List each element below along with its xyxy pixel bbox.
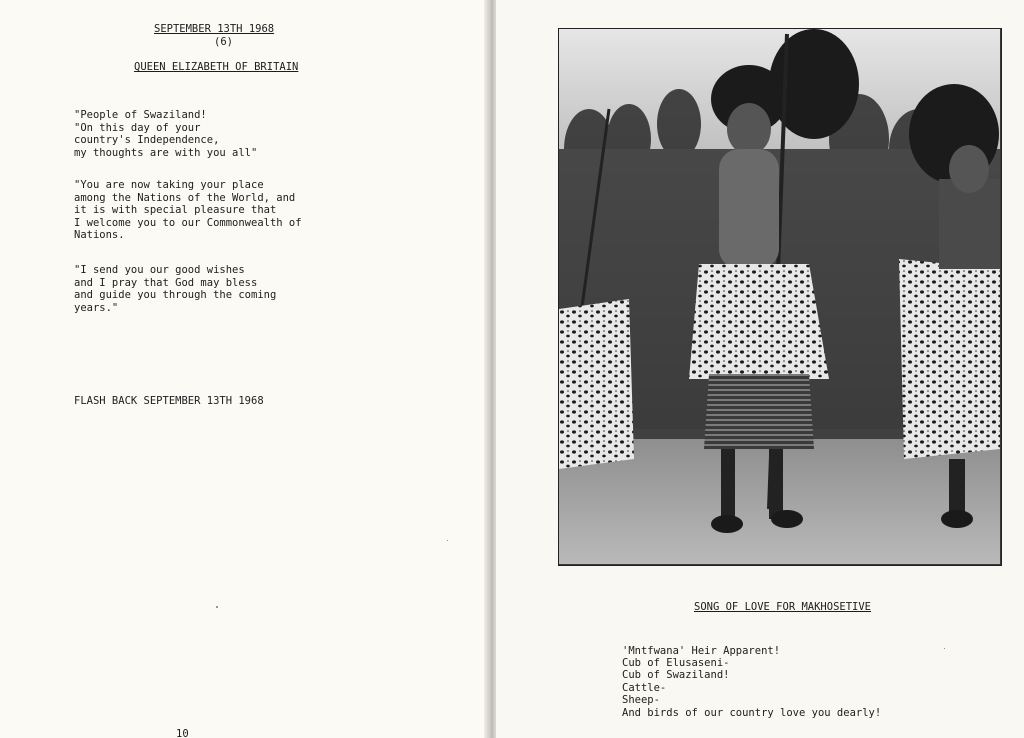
message-paragraph-2: "You are now taking your place among the Nations of the World, and it is with special pleasure that I welcome you to our Commonwealth of Nations. [74,179,302,241]
song-line: Cub of Swaziland! [622,669,730,681]
song-line: Sheep- [622,694,660,706]
song-line: Cub of Elusaseni- [622,657,730,669]
page-number: 10 [176,728,189,738]
flashback-note: FLASH BACK SEPTEMBER 13TH 1968 [74,395,264,407]
song-line: And birds of our country love you dearly! [622,707,882,719]
right-page [496,0,1024,738]
black-and-white-photo-of-dancers-icon [559,29,1000,564]
paper-speck [216,606,218,608]
song-title: SONG OF LOVE FOR MAKHOSETIVE [694,601,872,613]
message-paragraph-3: "I send you our good wishes and I pray that God may bless and guide you through the coming years." [74,264,277,314]
date-heading: SEPTEMBER 13TH 1968 [154,23,275,35]
left-page [0,0,488,738]
paper-speck [447,540,448,541]
message-paragraph-1: "People of Swaziland! "On this day of your country's Independence, my thoughts are with you all" [74,109,258,159]
paper-speck [944,648,945,649]
message-title: QUEEN ELIZABETH OF BRITAIN [134,61,299,73]
song-line: 'Mntfwana' Heir Apparent! [622,645,781,657]
song-line: Cattle- [622,682,667,694]
section-number: (6) [214,36,233,48]
dancers-photo [558,28,1002,566]
